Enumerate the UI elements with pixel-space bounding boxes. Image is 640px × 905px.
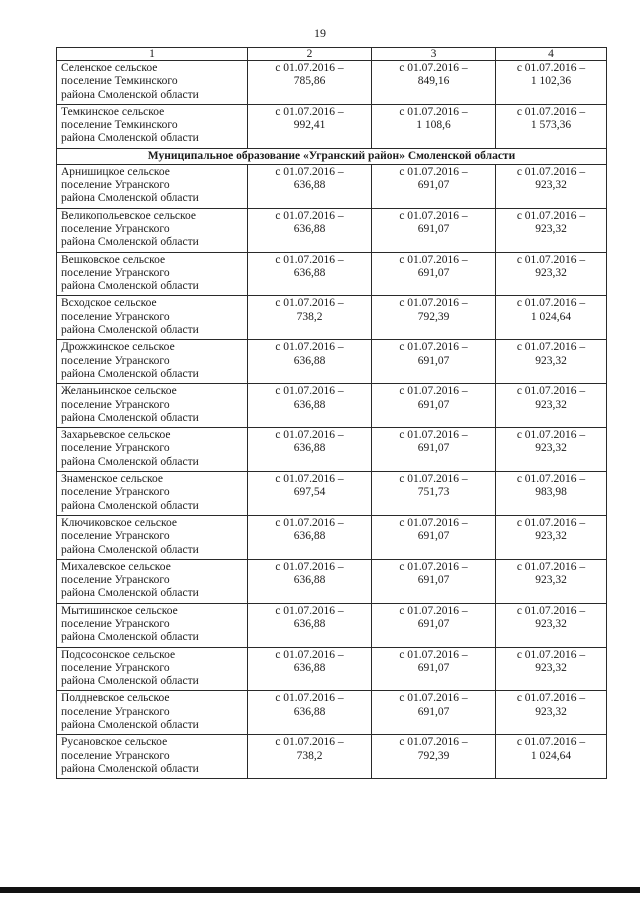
settlement-name-cell-line: района Смоленской области (61, 719, 199, 732)
settlement-name-cell-line: Вешковское сельское (61, 253, 166, 266)
tariff-col2-cell (248, 296, 372, 340)
tariff-col4-cell-line: 923,32 (535, 354, 567, 367)
tariff-col4-cell-line: 923,32 (535, 705, 567, 718)
tariff-col4-cell-line: 923,32 (535, 266, 567, 279)
tariff-col3-cell-line: с 01.07.2016 – (399, 604, 468, 617)
settlement-name-cell (57, 104, 248, 148)
tariff-col3-cell (372, 164, 496, 208)
settlement-name-cell-line: района Смоленской области (61, 543, 199, 556)
tariff-col4-cell-line: 923,32 (535, 398, 567, 411)
settlement-name-cell-line: Арнишицкое сельское (61, 165, 170, 178)
settlement-name-cell-line: района Смоленской области (61, 762, 199, 775)
tariff-col3-cell-line: с 01.07.2016 – (399, 429, 468, 442)
tariff-col2-cell-line: с 01.07.2016 – (275, 165, 344, 178)
tariff-col2-cell-line: с 01.07.2016 – (275, 62, 344, 74)
tariff-col2-cell-line: с 01.07.2016 – (275, 692, 344, 705)
table-row (57, 340, 607, 384)
tariff-col2-cell (248, 691, 372, 735)
tariff-col2-cell-line: 636,88 (293, 398, 326, 411)
tariff-col4-cell-line: 1 102,36 (530, 75, 572, 88)
tariff-col2-cell (248, 61, 372, 105)
settlement-name-cell-line: Подсосонское сельское (61, 648, 176, 661)
tariff-col2-cell-line: 636,88 (293, 574, 326, 587)
tariff-col3-cell-line: с 01.07.2016 – (399, 736, 468, 749)
column-header: 1 (57, 48, 248, 61)
tariff-col4-cell (496, 647, 607, 691)
settlement-name-cell-line: Желаньинское сельское (61, 385, 177, 398)
table-header-row (57, 48, 607, 61)
tariff-col2-cell-line: с 01.07.2016 – (275, 648, 344, 661)
table-row (57, 61, 607, 105)
tariff-col2-cell-line: с 01.07.2016 – (275, 297, 344, 310)
settlement-name-cell-line: поселение Угранского (61, 705, 170, 718)
settlement-name-cell-line: Селенское сельское (61, 62, 158, 74)
tariff-col4-cell (496, 472, 607, 516)
tariff-col3-cell-line: 691,07 (417, 179, 450, 192)
tariff-col3-cell (372, 252, 496, 296)
settlement-name-cell-line: поселение Угранского (61, 354, 170, 367)
settlement-name-cell-line: района Смоленской области (61, 411, 199, 424)
tariff-col2-cell (248, 603, 372, 647)
settlement-name-cell-line: поселение Угранского (61, 617, 170, 630)
tariff-col4-cell-line: с 01.07.2016 – (516, 385, 586, 398)
tariff-col4-cell-line: 983,98 (535, 486, 567, 499)
tariff-col2-cell-line: с 01.07.2016 – (275, 560, 344, 573)
tariff-col2-cell (248, 559, 372, 603)
tariff-col3-cell (372, 559, 496, 603)
settlement-name-cell-line: поселение Угранского (61, 179, 170, 192)
tariff-col3-cell (372, 472, 496, 516)
settlement-name-cell (57, 603, 248, 647)
tariff-col4-cell-line: с 01.07.2016 – (516, 429, 586, 442)
tariff-col3-cell-line: 691,07 (417, 617, 450, 630)
table-row (57, 559, 607, 603)
column-header: 2 (248, 48, 372, 61)
tariff-col3-cell-line: 792,39 (417, 310, 450, 323)
tariff-col4-cell-line: с 01.07.2016 – (516, 736, 586, 749)
tariff-col4-cell-line: 923,32 (535, 574, 567, 587)
table-row (57, 384, 607, 428)
tariff-col4-cell (496, 559, 607, 603)
tariff-col2-cell-line: с 01.07.2016 – (275, 385, 344, 398)
settlement-name-cell-line: района Смоленской области (61, 236, 199, 249)
tariff-col3-cell-line: с 01.07.2016 – (399, 62, 468, 74)
tariff-col4-cell-line: с 01.07.2016 – (516, 692, 586, 705)
tariff-col2-cell-line: 738,2 (296, 310, 323, 323)
tariff-col3-cell-line: 691,07 (417, 354, 450, 367)
tariff-col4-cell-line: с 01.07.2016 – (516, 62, 586, 74)
tariff-col3-cell (372, 384, 496, 428)
table-row (57, 164, 607, 208)
tariff-col3-cell-line: 691,07 (417, 661, 450, 674)
settlement-name-cell-line: района Смоленской области (61, 499, 199, 512)
tariff-col4-cell-line: 923,32 (535, 442, 567, 455)
settlement-name-cell (57, 515, 248, 559)
tariff-col2-cell (248, 428, 372, 472)
settlement-name-cell (57, 472, 248, 516)
settlement-name-cell-line: района Смоленской области (61, 88, 199, 101)
tariff-col4-cell (496, 515, 607, 559)
settlement-name-cell (57, 252, 248, 296)
tariff-col2-cell-line: 738,2 (296, 749, 323, 762)
tariff-col3-cell-line: с 01.07.2016 – (399, 385, 468, 398)
tariff-col2-cell-line: 636,88 (293, 179, 326, 192)
settlement-name-cell-line: Михалевское сельское (61, 560, 171, 573)
tariff-col3-cell-line: с 01.07.2016 – (399, 209, 468, 222)
tariff-col4-cell (496, 252, 607, 296)
tariff-col2-cell-line: 636,88 (293, 266, 326, 279)
tariff-col2-cell (248, 647, 372, 691)
settlement-name-cell (57, 428, 248, 472)
settlement-name-cell-line: поселение Угранского (61, 749, 170, 762)
tariff-col4-cell-line: с 01.07.2016 – (516, 473, 586, 486)
tariff-col4-cell (496, 208, 607, 252)
tariff-col4-cell-line: 923,32 (535, 661, 567, 674)
tariff-col3-cell-line: 792,39 (417, 749, 450, 762)
tariff-col4-cell (496, 340, 607, 384)
tariff-col4-cell-line: 923,32 (535, 530, 567, 543)
tariff-col4-cell-line: с 01.07.2016 – (516, 253, 586, 266)
tariff-col3-cell-line: с 01.07.2016 – (399, 473, 468, 486)
settlement-name-cell (57, 164, 248, 208)
tariff-col2-cell-line: 636,88 (293, 222, 326, 235)
tariff-col3-cell-line: 691,07 (417, 398, 450, 411)
table-row (57, 515, 607, 559)
tariff-col3-cell-line: 691,07 (417, 530, 450, 543)
tariff-col2-cell-line: 636,88 (293, 354, 326, 367)
settlement-name-cell (57, 61, 248, 105)
settlement-name-cell-line: района Смоленской области (61, 631, 199, 644)
tariff-col2-cell-line: 992,41 (293, 119, 326, 132)
tariff-col3-cell-line: с 01.07.2016 – (399, 692, 468, 705)
table-row (57, 647, 607, 691)
tariff-col3-cell-line: с 01.07.2016 – (399, 297, 468, 310)
tariff-col2-cell-line: 636,88 (293, 530, 326, 543)
settlement-name-cell-line: района Смоленской области (61, 280, 199, 293)
table-row (57, 104, 607, 148)
tariff-col3-cell-line: с 01.07.2016 – (399, 516, 468, 529)
section-header-row (57, 148, 607, 164)
table-row (57, 735, 607, 779)
tariff-col4-cell (496, 164, 607, 208)
tariff-col3-cell (372, 428, 496, 472)
tariff-col3-cell-line: 751,73 (417, 486, 450, 499)
tariff-col2-cell-line: с 01.07.2016 – (275, 429, 344, 442)
tariff-col2-cell (248, 252, 372, 296)
tariff-table (56, 47, 607, 779)
tariff-col4-cell-line: с 01.07.2016 – (516, 604, 586, 617)
tariff-col2-cell-line: с 01.07.2016 – (275, 253, 344, 266)
settlement-name-cell-line: района Смоленской области (61, 675, 199, 688)
tariff-col4-cell-line: с 01.07.2016 – (516, 648, 586, 661)
tariff-col3-cell-line: 691,07 (417, 222, 450, 235)
settlement-name-cell (57, 647, 248, 691)
settlement-name-cell-line: Захарьевское сельское (61, 429, 171, 442)
tariff-col3-cell-line: с 01.07.2016 – (399, 253, 468, 266)
tariff-col2-cell-line: 636,88 (293, 442, 326, 455)
table-row (57, 428, 607, 472)
tariff-col4-cell (496, 61, 607, 105)
tariff-col4-cell (496, 104, 607, 148)
tariff-col4-cell (496, 735, 607, 779)
page-bottom-bar (0, 887, 640, 893)
settlement-name-cell-line: Полдневское сельское (61, 692, 170, 705)
section-title: Муниципальное образование «Угранский район» Смоленской области (57, 148, 607, 164)
settlement-name-cell (57, 208, 248, 252)
tariff-col4-cell-line: с 01.07.2016 – (516, 209, 586, 222)
tariff-col2-cell-line: с 01.07.2016 – (275, 209, 344, 222)
settlement-name-cell-line: Ключиковское сельское (61, 516, 178, 529)
table-row (57, 691, 607, 735)
settlement-name-cell-line: района Смоленской области (61, 132, 199, 145)
tariff-col3-cell-line: с 01.07.2016 – (399, 165, 468, 178)
settlement-name-cell-line: поселение Темкинского (61, 119, 178, 132)
tariff-col4-cell-line: 923,32 (535, 179, 567, 192)
tariff-col3-cell (372, 104, 496, 148)
tariff-col3-cell (372, 296, 496, 340)
settlement-name-cell-line: района Смоленской области (61, 192, 199, 205)
tariff-col4-cell-line: с 01.07.2016 – (516, 516, 586, 529)
tariff-col3-cell-line: 691,07 (417, 442, 450, 455)
settlement-name-cell-line: Великопольевское сельское (61, 209, 197, 222)
settlement-name-cell-line: района Смоленской области (61, 324, 199, 337)
settlement-name-cell-line: района Смоленской области (61, 587, 199, 600)
tariff-col4-cell-line: с 01.07.2016 – (516, 341, 586, 354)
settlement-name-cell-line: поселение Угранского (61, 266, 170, 279)
tariff-col4-cell-line: с 01.07.2016 – (516, 105, 586, 118)
settlement-name-cell (57, 735, 248, 779)
tariff-col2-cell-line: 636,88 (293, 617, 326, 630)
settlement-name-cell-line: поселение Угранского (61, 310, 170, 323)
table-row (57, 603, 607, 647)
settlement-name-cell (57, 296, 248, 340)
tariff-table-body (57, 48, 607, 779)
settlement-name-cell-line: Знаменское сельское (61, 473, 163, 486)
tariff-col3-cell (372, 691, 496, 735)
tariff-col2-cell (248, 384, 372, 428)
tariff-col3-cell-line: с 01.07.2016 – (399, 560, 468, 573)
tariff-col3-cell (372, 340, 496, 384)
tariff-col2-cell-line: с 01.07.2016 – (275, 105, 344, 118)
settlement-name-cell-line: Всходское сельское (61, 297, 157, 310)
tariff-col2-cell (248, 472, 372, 516)
tariff-col4-cell-line: 923,32 (535, 222, 567, 235)
tariff-col2-cell-line: с 01.07.2016 – (275, 473, 344, 486)
tariff-col2-cell-line: с 01.07.2016 – (275, 516, 344, 529)
tariff-col4-cell-line: 923,32 (535, 617, 567, 630)
table-row (57, 472, 607, 516)
tariff-col4-cell (496, 691, 607, 735)
tariff-col4-cell (496, 428, 607, 472)
settlement-name-cell-line: района Смоленской области (61, 367, 199, 380)
tariff-col4-cell-line: 1 573,36 (530, 119, 572, 132)
tariff-col2-cell (248, 515, 372, 559)
tariff-col3-cell (372, 208, 496, 252)
tariff-col2-cell-line: с 01.07.2016 – (275, 736, 344, 749)
settlement-name-cell-line: поселение Угранского (61, 442, 170, 455)
tariff-col3-cell-line: 849,16 (417, 75, 450, 88)
tariff-col2-cell-line: с 01.07.2016 – (275, 604, 344, 617)
tariff-col2-cell-line: 697,54 (293, 486, 326, 499)
tariff-col3-cell-line: 691,07 (417, 266, 450, 279)
tariff-col3-cell (372, 515, 496, 559)
settlement-name-cell-line: поселение Угранского (61, 574, 170, 587)
settlement-name-cell (57, 691, 248, 735)
tariff-col3-cell-line: 691,07 (417, 574, 450, 587)
settlement-name-cell-line: Темкинское сельское (61, 105, 165, 118)
settlement-name-cell-line: поселение Угранского (61, 222, 170, 235)
settlement-name-cell (57, 340, 248, 384)
tariff-col2-cell-line: с 01.07.2016 – (275, 341, 344, 354)
tariff-col4-cell-line: 1 024,64 (530, 310, 572, 323)
settlement-name-cell-line: поселение Темкинского (61, 75, 178, 88)
tariff-col3-cell (372, 61, 496, 105)
tariff-col2-cell-line: 785,86 (293, 75, 326, 88)
tariff-col2-cell (248, 340, 372, 384)
tariff-col3-cell-line: с 01.07.2016 – (399, 648, 468, 661)
tariff-col3-cell (372, 735, 496, 779)
tariff-col3-cell-line: 691,07 (417, 705, 450, 718)
tariff-col4-cell (496, 384, 607, 428)
column-header: 4 (496, 48, 607, 61)
settlement-name-cell-line: поселение Угранского (61, 486, 170, 499)
settlement-name-cell (57, 559, 248, 603)
tariff-col2-cell (248, 164, 372, 208)
tariff-col2-cell (248, 735, 372, 779)
tariff-col2-cell (248, 104, 372, 148)
tariff-col2-cell-line: 636,88 (293, 661, 326, 674)
settlement-name-cell-line: района Смоленской области (61, 455, 199, 468)
tariff-col4-cell-line: с 01.07.2016 – (516, 165, 586, 178)
settlement-name-cell-line: Мытишинское сельское (61, 604, 178, 617)
tariff-col4-cell (496, 603, 607, 647)
page-number: 19 (314, 26, 326, 40)
settlement-name-cell-line: Дрожжинское сельское (61, 341, 175, 354)
tariff-col4-cell-line: с 01.07.2016 – (516, 297, 586, 310)
tariff-col4-cell-line: 1 024,64 (530, 749, 572, 762)
tariff-col2-cell-line: 636,88 (293, 705, 326, 718)
tariff-col3-cell-line: с 01.07.2016 – (399, 105, 468, 118)
tariff-col3-cell-line: 1 108,6 (416, 119, 451, 132)
table-row (57, 296, 607, 340)
tariff-col3-cell-line: с 01.07.2016 – (399, 341, 468, 354)
tariff-col2-cell (248, 208, 372, 252)
tariff-col4-cell-line: с 01.07.2016 – (516, 560, 586, 573)
tariff-col3-cell (372, 603, 496, 647)
settlement-name-cell-line: Русановское сельское (61, 736, 168, 749)
table-row (57, 252, 607, 296)
column-header: 3 (372, 48, 496, 61)
tariff-col4-cell (496, 296, 607, 340)
settlement-name-cell (57, 384, 248, 428)
table-row (57, 208, 607, 252)
settlement-name-cell-line: поселение Угранского (61, 398, 170, 411)
settlement-name-cell-line: поселение Угранского (61, 530, 170, 543)
tariff-col3-cell (372, 647, 496, 691)
settlement-name-cell-line: поселение Угранского (61, 661, 170, 674)
